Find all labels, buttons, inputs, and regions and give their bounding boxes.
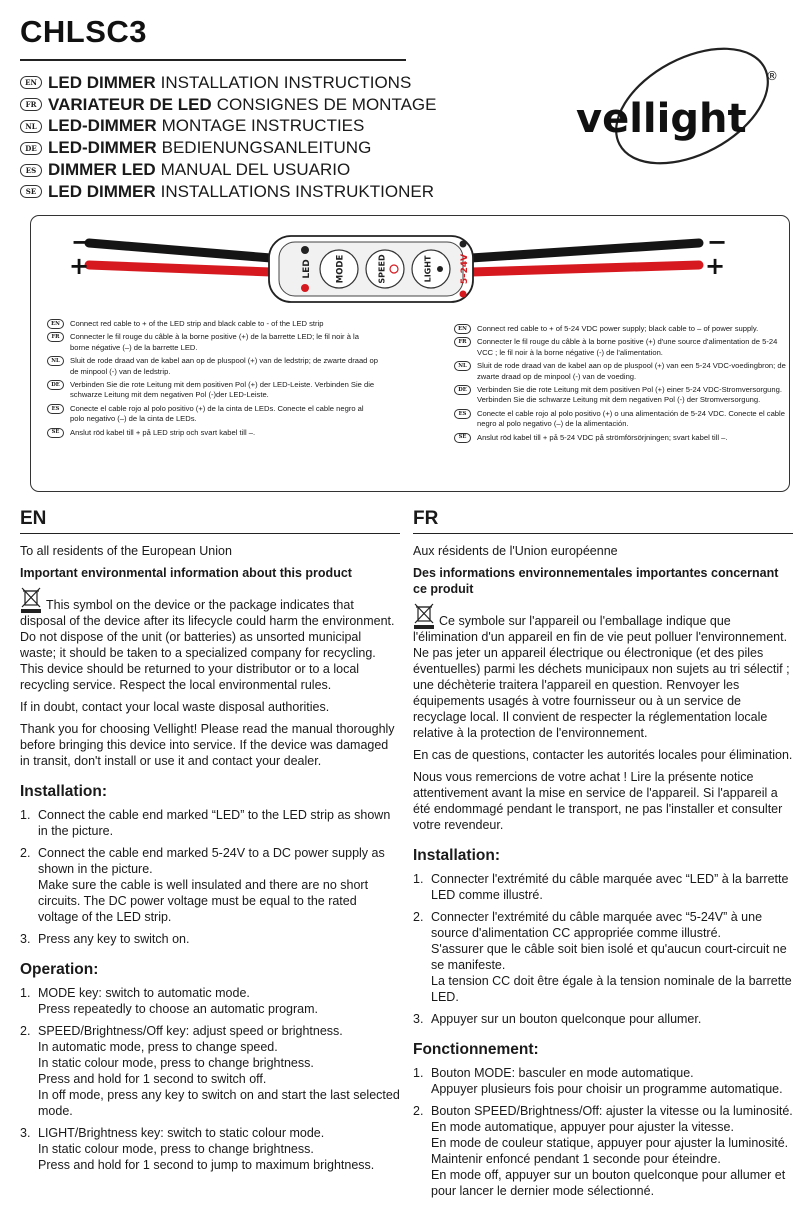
caption-text: Anslut röd kabel till + på 5-24 VDC på strömförsörjningen; svart kabel till –. — [477, 432, 728, 442]
language-code-badge: EN — [454, 324, 471, 334]
left-minus-sign: − — [71, 228, 92, 256]
list-item — [20, 1023, 400, 1119]
language-title-bold: DIMMER LED — [48, 160, 156, 180]
list-item-number: 1. — [413, 872, 424, 886]
en-env-paragraph — [20, 587, 400, 693]
list-item — [413, 1103, 793, 1199]
list-item — [20, 1125, 400, 1173]
list-item-number: 2. — [413, 1104, 424, 1118]
logo-registered-mark: ® — [766, 69, 778, 83]
list-item-text: Bouton MODE: basculer en mode automatique. — [431, 1066, 694, 1080]
language-title-rest: MANUAL DEL USUARIO — [160, 160, 351, 180]
caption-row — [454, 433, 786, 443]
french-column — [413, 508, 793, 1205]
en-env-text: This symbol on the device or the package indicates that disposal of the device after its lifecycle could harm the environment. Do not dispose of the unit (or batteries) as unsorted municipal waste; it should be taken to a specialized company for recycling. This device should be returned to your distributor or to a local recycling service. Respect the local environmental rules. — [20, 598, 395, 692]
en-operation-list — [20, 985, 400, 1173]
language-code-badge: ES — [20, 164, 42, 177]
list-item-text: Press and hold for 1 second to jump to maximum brightness. — [38, 1158, 375, 1172]
language-title-bold: LED DIMMER — [48, 72, 156, 92]
list-item — [20, 807, 400, 839]
led-port-label: LED — [302, 259, 312, 279]
caption-row — [454, 385, 786, 406]
mode-button-label: MODE — [335, 254, 346, 284]
caption-row — [47, 380, 379, 401]
language-title-rest: INSTALLATION INSTRUCTIONS — [160, 72, 412, 92]
fr-operation-list — [413, 1065, 793, 1199]
list-item-text: En mode de couleur statique, appuyer pour ajuster la luminosité. — [431, 1136, 789, 1150]
language-title-row — [20, 137, 436, 159]
right-black-cable — [471, 243, 699, 258]
list-item-number: 3. — [20, 932, 31, 946]
list-item — [413, 1065, 793, 1097]
list-item-text: La tension CC doit être égale à la tension nominale de la barrette LED. — [431, 974, 792, 1004]
list-item-text: In off mode, press any key to switch on and start the last selected mode. — [38, 1088, 400, 1118]
caption-row — [47, 404, 379, 425]
list-item-text: In static colour mode, press to change brightness. — [38, 1056, 314, 1070]
list-item-text: Connect the cable end marked 5-24V to a DC power supply as shown in the picture. — [38, 846, 385, 876]
fr-intro: Aux résidents de l'Union européenne — [413, 544, 618, 558]
list-item-text: S'assurer que le câble soit bien isolé et qu'aucun court-circuit ne se manifeste. — [431, 942, 787, 972]
list-item-number: 2. — [20, 1024, 31, 1038]
caption-row — [47, 332, 379, 353]
weee-bin-icon — [20, 587, 42, 613]
language-code-badge: SE — [20, 185, 42, 198]
list-item — [20, 985, 400, 1017]
english-heading: EN — [20, 508, 400, 534]
list-item-text: Connect the cable end marked “LED” to the LED strip as shown in the picture. — [38, 808, 391, 838]
language-title-rest: BEDIENUNGSANLEITUNG — [161, 138, 372, 158]
caption-row — [47, 356, 379, 377]
caption-text: Connect red cable to + of 5-24 VDC power supply; black cable to – of power supply. — [477, 324, 759, 333]
caption-row — [454, 409, 786, 430]
language-code-badge: EN — [20, 76, 42, 89]
caption-row — [454, 337, 786, 358]
caption-text: Sluit de rode draad van de kabel aan op de pluspool (+) van een 5-24 VDC-voedingbron; de zwarte draad op de minpool (-) van de voeding. — [477, 361, 786, 381]
language-title-bold: LED DIMMER — [48, 181, 156, 201]
fr-env-paragraph — [413, 603, 793, 741]
list-item-text: SPEED/Brightness/Off key: adjust speed or brightness. — [38, 1024, 343, 1038]
list-item-text: Press any key to switch on. — [38, 932, 190, 946]
logo-brand-text: vellight — [576, 96, 747, 142]
language-title-bold: LED-DIMMER — [48, 138, 157, 158]
en-installation-list — [20, 807, 400, 947]
caption-text: Conecte el cable rojo al polo positivo (+) de la cinta de LEDs. Conecte el cable negro al polo negativo (–) de la cinta de LEDs. — [70, 403, 364, 424]
language-code-badge: NL — [454, 361, 471, 371]
caption-text: Connecter le fil rouge du câble à la borne positive (+) d'une source d'alimentation de 5-24 VCC ; le fil noir à la borne négative (-) de l'alimentation. — [477, 337, 778, 357]
fr-installation-heading: Installation: — [413, 847, 500, 864]
led-minus-marker — [301, 246, 309, 254]
language-code-badge: DE — [47, 380, 64, 390]
speed-button-label: SPEED — [377, 254, 387, 284]
document-title: CHLSC3 — [20, 14, 148, 49]
list-item — [413, 909, 793, 1005]
list-item-text: Connecter l'extrémité du câble marquée avec “LED” à la barrette LED comme illustré. — [431, 872, 789, 902]
power-port-label: 5–24V — [460, 253, 470, 285]
list-item-number: 1. — [20, 808, 31, 822]
left-red-cable — [89, 265, 271, 272]
power-plus-marker — [460, 291, 467, 298]
language-code-badge: DE — [20, 142, 42, 155]
list-item — [20, 845, 400, 925]
language-code-badge: NL — [20, 120, 42, 133]
en-env-title: Important environmental information about this product — [20, 566, 352, 580]
list-item-number: 2. — [20, 846, 31, 860]
caption-text: Anslut röd kabel till + på LED strip och svart kabel till –. — [70, 427, 256, 437]
language-title-rest: MONTAGE INSTRUCTIES — [161, 116, 365, 136]
left-black-cable — [89, 243, 271, 258]
language-code-badge: DE — [454, 385, 471, 395]
en-doubt: If in doubt, contact your local waste disposal authorities. — [20, 700, 330, 714]
language-title-rest: INSTALLATIONS INSTRUKTIONER — [160, 181, 434, 201]
en-installation-heading: Installation: — [20, 783, 107, 800]
en-intro: To all residents of the European Union — [20, 544, 232, 558]
list-item-text: En mode off, appuyer sur un bouton quelconque pour allumer et pour lancer le dernier mode sélectionné. — [431, 1168, 786, 1198]
language-title-bold: LED-DIMMER — [48, 116, 157, 136]
sun-icon — [437, 266, 443, 272]
list-item-text: En mode automatique, appuyer pour ajuster la vitesse. — [431, 1120, 734, 1134]
caption-row — [454, 361, 786, 382]
language-title-list — [20, 72, 436, 203]
language-title-row — [20, 94, 436, 116]
list-item-text: Make sure the cable is well insulated and there are no short circuits. The DC power voltage must be equal to the rated voltage of the LED strip. — [38, 878, 369, 924]
caption-text: Connecter le fil rouge du câble à la borne positive (+) de la barrette LED; le fil noir à la borne négative (–) de la barrette LED. — [70, 332, 359, 352]
list-item-text: LIGHT/Brightness key: switch to static colour mode. — [38, 1126, 325, 1140]
right-minus-sign: − — [707, 228, 728, 256]
list-item-text: Maintenir enfoncé pendant 1 seconde pour éteindre. — [431, 1152, 721, 1166]
language-code-badge: FR — [20, 98, 42, 111]
language-code-badge: ES — [47, 404, 64, 414]
language-code-badge: FR — [47, 332, 64, 342]
fr-operation-heading: Fonctionnement: — [413, 1041, 539, 1058]
language-title-bold: VARIATEUR DE LED — [48, 94, 212, 114]
light-button-label: LIGHT — [423, 255, 433, 283]
power-minus-marker — [460, 241, 467, 248]
fr-doubt: En cas de questions, contacter les autorités locales pour élimination. — [413, 748, 793, 762]
list-item-number: 2. — [413, 910, 424, 924]
list-item-text: Appuyer sur un bouton quelconque pour allumer. — [431, 1012, 702, 1026]
english-column — [20, 508, 400, 1179]
list-item — [413, 871, 793, 903]
en-operation-heading: Operation: — [20, 961, 99, 978]
list-item — [20, 931, 400, 947]
list-item-text: MODE key: switch to automatic mode. — [38, 986, 250, 1000]
language-code-badge: NL — [47, 356, 64, 366]
title-rule — [20, 59, 406, 61]
language-code-badge: FR — [454, 337, 471, 347]
list-item-number: 3. — [20, 1126, 31, 1140]
language-code-badge: SE — [454, 433, 471, 443]
en-thanks: Thank you for choosing Vellight! Please read the manual thoroughly before bringing this device into service. If the device was damaged in transit, don't install or use it and contact your dealer. — [20, 722, 395, 768]
controller-wiring-illustration — [31, 216, 791, 316]
list-item-text: Bouton SPEED/Brightness/Off: ajuster la vitesse ou la luminosité. — [431, 1104, 793, 1118]
list-item-number: 1. — [20, 986, 31, 1000]
fr-installation-list — [413, 871, 793, 1027]
fr-env-title: Des informations environnementales importantes concernant ce produit — [413, 566, 779, 596]
fr-thanks: Nous vous remercions de votre achat ! Lire la présente notice attentivement avant la mise en service de l'appareil. Si l'appareil a été endommagé pendant le transport, ne pas l'installer et consulter votre revendeur. — [413, 770, 783, 832]
language-title-row — [20, 181, 436, 203]
caption-text: Conecte el cable rojo al polo positivo (+) o una alimentación de 5-24 VDC. Conecte el cable negro al polo negativo (–) de la alimentación. — [477, 408, 785, 429]
caption-text: Connect red cable to + of the LED strip and black cable to - of the LED strip — [70, 319, 324, 328]
left-plus-sign: + — [69, 252, 90, 280]
wiring-diagram-panel — [30, 215, 790, 492]
list-item-text: In static colour mode, press to change brightness. — [38, 1142, 314, 1156]
led-plus-marker — [301, 284, 309, 292]
list-item-text: Press and hold for 1 second to switch off. — [38, 1072, 267, 1086]
language-title-row — [20, 159, 436, 181]
led-side-captions — [47, 319, 379, 441]
language-title-row — [20, 72, 436, 94]
fr-env-text: Ce symbole sur l'appareil ou l'emballage indique que l'élimination d'un appareil en fin de vie peut polluer l'environnement. Ne pas jeter un appareil électrique ou électronique (et des piles éventuelles) parmi les déchets municipaux non sujets au tri sélectif ; une déchèterie traitera l'appareil en question. Renvoyer les équipements usagés à votre fournisseur ou à un service de recyclage local. Il convient de respecter la réglementation locale relative à la protection de l'environnement. — [413, 614, 790, 740]
caption-row — [454, 324, 786, 334]
language-title-rest: CONSIGNES DE MONTAGE — [216, 94, 437, 114]
language-code-badge: SE — [47, 428, 64, 438]
list-item-text: In automatic mode, press to change speed. — [38, 1040, 278, 1054]
right-red-cable — [471, 265, 699, 272]
vellight-logo — [570, 34, 790, 184]
caption-row — [47, 319, 379, 329]
right-plus-sign: + — [705, 252, 726, 280]
list-item-number: 3. — [413, 1012, 424, 1026]
power-side-captions — [454, 324, 786, 446]
french-heading: FR — [413, 508, 793, 534]
weee-bin-icon — [413, 603, 435, 629]
list-item-text: Press repeatedly to choose an automatic program. — [38, 1002, 319, 1016]
list-item-text: Appuyer plusieurs fois pour choisir un programme automatique. — [431, 1082, 783, 1096]
language-code-badge: ES — [454, 409, 471, 419]
caption-row — [47, 428, 379, 438]
caption-text: Verbinden Sie die rote Leitung mit dem positiven Pol (+) einer 5-24 VDC-Stromversorgung. Verbinden Sie die schwarze Leitung mit dem negativen Pol (-) der Stromversorgung. — [477, 385, 782, 405]
caption-text: Verbinden Sie die rote Leitung mit dem positiven Pol (+) der LED-Leiste. Verbinden Sie die schwarze Leitung mit dem negativen Pol (-)der LED-Leiste. — [70, 380, 375, 400]
language-code-badge: EN — [47, 319, 64, 329]
list-item — [413, 1011, 793, 1027]
list-item-number: 1. — [413, 1066, 424, 1080]
language-title-row — [20, 116, 436, 138]
caption-text: Sluit de rode draad van de kabel aan op de pluspool (+) van de ledstrip; de zwarte draad op de minpool (-) van de ledstrip. — [70, 356, 378, 376]
list-item-text: Connecter l'extrémité du câble marquée avec “5-24V” à une source d'alimentation CC appropriée comme illustré. — [431, 910, 763, 940]
